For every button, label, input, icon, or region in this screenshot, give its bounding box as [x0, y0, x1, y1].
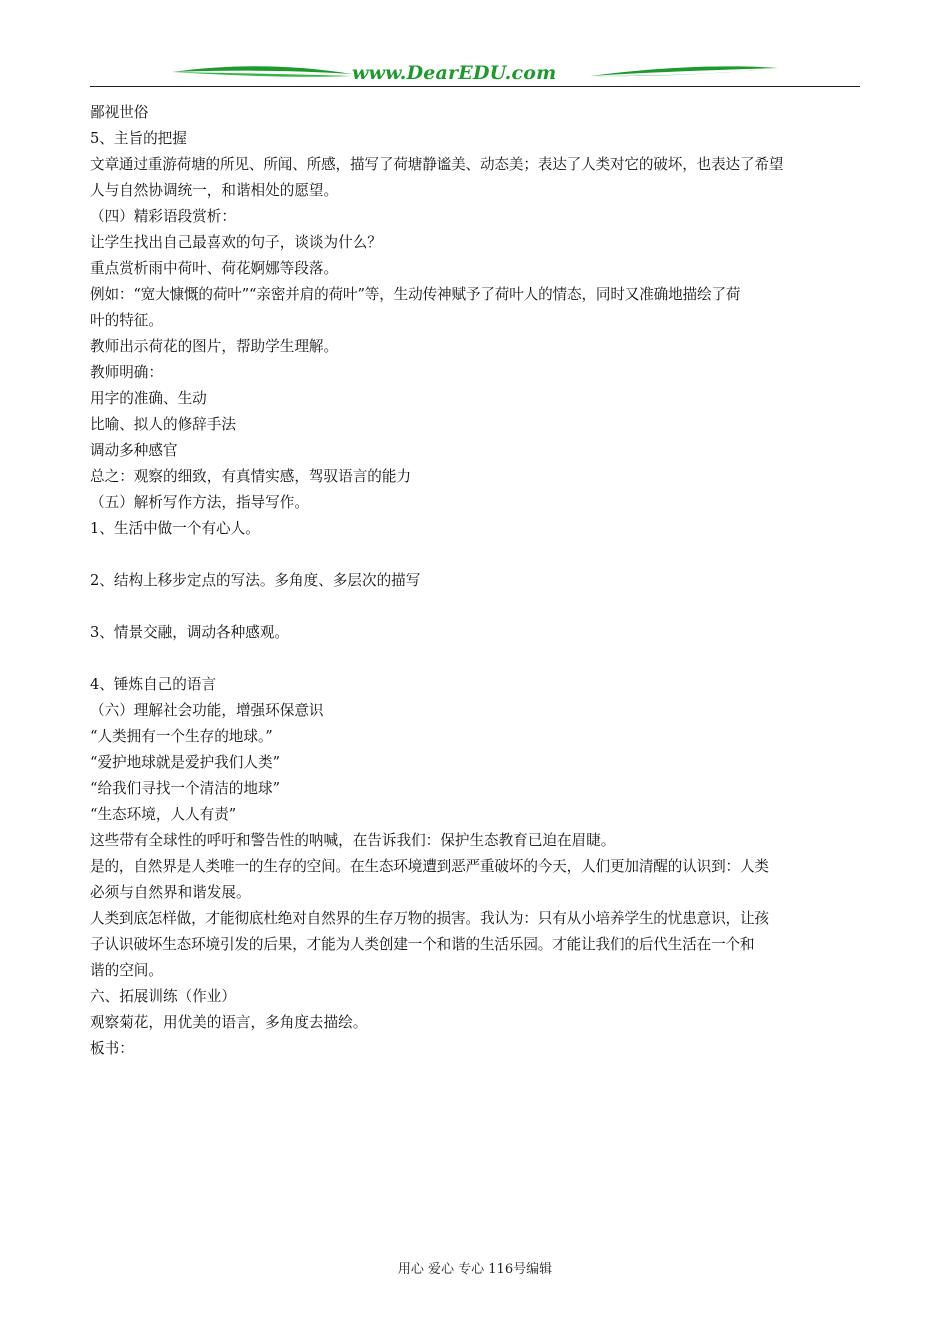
section-heading: 5、主旨的把握 [90, 130, 187, 147]
text-line: 重点赏析雨中荷叶、荷花婀娜等段落。 [90, 260, 339, 277]
list-item: 1、生活中做一个有心人。 [90, 520, 260, 537]
document-body [90, 100, 862, 1062]
list-item: 用字的准确、生动 [90, 390, 207, 407]
list-item: 比喻、拟人的修辞手法 [90, 416, 236, 433]
section-heading: （五）解析写作方法，指导写作。 [90, 494, 309, 511]
text-line: 鄙视世俗 [90, 104, 149, 121]
page-footer: 用心 爱心 专心 116号编辑 [397, 1262, 553, 1277]
list-item: 调动多种感官 [90, 442, 178, 459]
text-line: 文章通过重游荷塘的所见、所闻、所感，描写了荷塘静谧美、动态美；表达了人类对它的破坏，也表达了希望 [90, 156, 784, 173]
page-header [90, 58, 860, 90]
text-line: 教师出示荷花的图片，帮助学生理解。 [90, 338, 339, 355]
header-divider [90, 86, 860, 87]
slogan-line: “给我们寻找一个清洁的地球” [90, 780, 281, 797]
list-item: 3、情景交融，调动各种感观。 [90, 624, 290, 641]
site-logo[interactable]: www.DearEDU.com [352, 62, 557, 84]
text-line: 例如：“宽大慷慨的荷叶”“亲密并肩的荷叶”等，生动传神赋予了荷叶人的情态，同时又准确地描绘了荷 [90, 286, 741, 303]
text-line: 这些带有全球性的呼吁和警告性的呐喊，在告诉我们：保护生态教育已迫在眉睫。 [90, 832, 616, 849]
text-line: 是的，自然界是人类唯一的生存的空间。在生态环境遭到恶严重破坏的今天，人们更加清醒的认识到：人类 [90, 858, 769, 875]
text-line: 人类到底怎样做，才能彻底杜绝对自然界的生存万物的损害。我认为：只有从小培养学生的忧患意识，让孩 [90, 910, 769, 927]
slogan-line: “生态环境，人人有责” [90, 806, 237, 823]
slogan-line: “爱护地球就是爱护我们人类” [90, 754, 281, 771]
text-line: 总之：观察的细致，有真情实感，驾驭语言的能力 [90, 468, 412, 485]
text-line: 谐的空间。 [90, 962, 163, 979]
text-line: 人与自然协调统一，和谐相处的愿望。 [90, 182, 339, 199]
text-line: 子认识破坏生态环境引发的后果，才能为人类创建一个和谐的生活乐园。才能让我们的后代生活在一个和 [90, 936, 755, 953]
text-line: 教师明确： [90, 364, 163, 381]
text-line: 板书： [90, 1040, 134, 1057]
text-line: 必须与自然界和谐发展。 [90, 884, 251, 901]
section-heading: （六）理解社会功能，增强环保意识 [90, 702, 324, 719]
slogan-line: “人类拥有一个生存的地球。” [90, 728, 273, 745]
text-line: 让学生找出自己最喜欢的句子，谈谈为什么？ [90, 234, 382, 251]
list-item: 4、锤炼自己的语言 [90, 676, 217, 693]
section-heading: （四）精彩语段赏析： [90, 208, 236, 225]
list-item: 2、结构上移步定点的写法。多角度、多层次的描写 [90, 572, 421, 589]
text-line: 叶的特征。 [90, 312, 163, 329]
text-line: 观察菊花，用优美的语言，多角度去描绘。 [90, 1014, 368, 1031]
section-heading: 六、拓展训练（作业） [90, 988, 236, 1005]
